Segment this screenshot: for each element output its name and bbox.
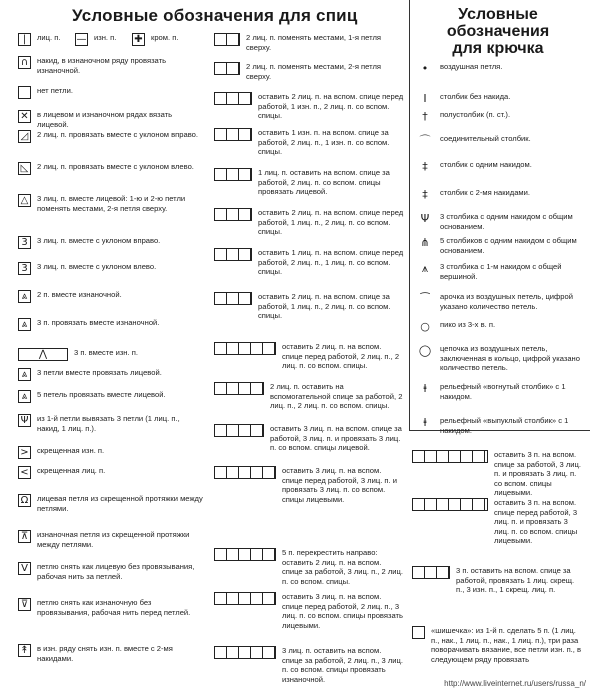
col2-row: [214, 208, 404, 237]
crochet-label: рельефный «выпуклый столбик» с 1 накидом.: [440, 416, 569, 435]
crochet-row: [416, 188, 584, 202]
col2-label: 5 п. перекрестить направо: оставить 2 лиц. п. на вспом. спице за работой, 3 лиц. п., 2 лиц. п. со вспом. спицы.: [282, 548, 403, 586]
col1-row: [18, 194, 203, 213]
col1-row: [18, 86, 203, 99]
crochet-row: [416, 292, 584, 311]
col2-label: 1 лиц. п. оставить на вспом. спице за работой, 2 лиц. п. со вспом. спицы провязать лицевой.: [258, 168, 390, 197]
col1-row: [18, 290, 203, 303]
cluster5-icon: ⋔: [420, 236, 430, 249]
cable-symbol-icon: [214, 646, 276, 659]
cable-stitch-bars: [215, 169, 251, 180]
col2-row: [214, 466, 404, 504]
col1-label: изнаночная петля из скрещенной протяжки между петлями.: [37, 530, 190, 549]
slip-join-icon: ⌒: [419, 134, 431, 147]
col1-label: 2 лиц. п. провязать вместе с уклоном влево.: [37, 162, 194, 171]
col2-label: 2 лиц. п. поменять местами, 1-я петля сверху.: [246, 33, 381, 52]
front-post-icon: ⱡ: [423, 416, 427, 429]
crochet-row: [416, 62, 584, 76]
cable-stitch-bars: [215, 129, 251, 140]
crochet-title-line3: для крючка: [452, 40, 544, 57]
col2-label: 3 лиц. п. оставить на вспом. спице за работой, 2 лиц. п., 3 лиц. п. со вспом. спицы провязать изнаночной.: [282, 646, 403, 684]
col1-label: скрещенная изн. п.: [37, 446, 105, 455]
crochet-label: столбик с 2-мя накидами.: [440, 188, 531, 197]
crochet-row: [416, 262, 584, 281]
symbol-glyph: ⩓: [21, 391, 28, 402]
col1-row: [18, 318, 203, 331]
dec3-icon: ⩚: [421, 262, 429, 275]
k2tog-right-icon: [18, 130, 31, 143]
symbol-glyph: △: [20, 195, 29, 206]
symbol-glyph: Ψ: [20, 415, 29, 426]
slip-purlwise-icon: [18, 598, 31, 611]
cable-symbol-icon: [214, 248, 252, 261]
symbol-glyph: Ω: [20, 495, 29, 506]
cable-symbol-icon: [214, 548, 276, 561]
col2-row: [214, 62, 404, 81]
col1-label: 3 петли вместе провязать лицевой.: [37, 368, 162, 377]
col3-row: [412, 566, 582, 595]
crochet-row: [416, 320, 584, 334]
cable-symbol-icon: [214, 33, 240, 46]
cable-symbol-icon: [214, 168, 252, 181]
col2-row: [214, 382, 404, 411]
cable-symbol-icon: [214, 128, 252, 141]
symbol-glyph: ⩓: [21, 291, 28, 302]
col1-row: [18, 530, 203, 549]
yarn-over-icon: [18, 56, 31, 69]
crochet-row: [416, 382, 584, 401]
col1-row: [18, 368, 203, 381]
p2tog-icon: [18, 290, 31, 303]
crochet-row: [416, 236, 584, 255]
col2-label: оставить 2 лиц. п. на вспом. спице за работой, 1 лиц. п., 2 лиц. п. со вспом. спицы.: [258, 292, 391, 321]
col3-row: [412, 450, 582, 498]
crochet-label: 3 столбика с 1-м накидом с общей вершиной.: [440, 262, 562, 281]
no-stitch-icon: [18, 86, 31, 99]
crochet-row: [416, 212, 584, 231]
col1-row: [18, 414, 203, 433]
crochet-label: 3 столбика с одним накидом с общим основанием.: [440, 212, 573, 231]
picot-icon: ○: [420, 320, 430, 333]
k3tog-arrow-icon: [18, 368, 31, 381]
legend-purl: изн. п.: [94, 33, 117, 42]
col1-label: лицевая петля из скрещенной протяжки между петлями.: [37, 494, 203, 513]
cable-stitch-bars: [413, 451, 487, 462]
cable-stitch-bars: [215, 209, 251, 220]
col1-label: петлю снять как изнаночную без провязывания, рабочая нить перед петлей.: [37, 598, 191, 617]
p3tog-wide-icon: [18, 348, 68, 361]
col1-row: [18, 110, 203, 129]
crochet-row: [416, 110, 584, 124]
cable-stitch-bars: [215, 549, 275, 560]
symbol-glyph: <: [20, 467, 29, 478]
cable-stitch-bars: [215, 647, 275, 658]
crochet-title-line2: обозначения: [446, 23, 550, 40]
symbol-glyph: ⩓: [21, 369, 28, 380]
tr-icon: ‡: [422, 188, 428, 201]
symbol-glyph: ⋀: [38, 349, 48, 360]
col1-row: [18, 56, 203, 75]
page-title-crochet: [418, 6, 578, 57]
twisted-purl-icon: [18, 446, 31, 459]
symbol-glyph: ⊽: [20, 599, 29, 610]
col2-row: [214, 424, 404, 453]
col2-label: оставить 3 лиц. п. на вспом. спице перед работой, 2 лиц. п., 3 лиц. п. со вспом. спицы провязать лицевыми.: [282, 592, 403, 630]
cable-symbol-icon: [412, 626, 425, 639]
cable-stitch-bars: [215, 63, 239, 74]
col2-row: [214, 33, 404, 52]
cable-stitch-bars: [215, 383, 263, 394]
symbol-glyph: ◺: [20, 163, 29, 174]
cable-symbol-icon: [412, 566, 450, 579]
cable-symbol-icon: [214, 62, 240, 75]
cable-symbol-icon: [214, 424, 264, 437]
col1-label: в изн. ряду снять изн. п. вместе с 2-мя накидами.: [37, 644, 173, 663]
slip-knitwise-icon: [18, 562, 31, 575]
col1-label: 3 п. провязать вместе изнаночной.: [37, 318, 160, 327]
cable-symbol-icon: [214, 466, 276, 479]
crochet-row: [416, 92, 584, 106]
col2-label: 2 лиц. п. поменять местами, 2-я петля сверху.: [246, 62, 381, 81]
cable-stitch-bars: [215, 293, 251, 304]
k3tog-right-icon: [18, 236, 31, 249]
crochet-label: цепочка из воздушных петель, заключенная в кольцо, цифрой указано количество петель.: [440, 344, 580, 373]
col2-label: оставить 3 лиц. п. на вспом. спице за работой, 3 лиц. п. и провязать 3 лиц. п. со вспом. спицы лицевой.: [270, 424, 402, 453]
cable-stitch-bars: [413, 567, 449, 578]
crochet-label: арочка из воздушных петель, цифрой указано количество петель.: [440, 292, 573, 311]
col1-row: [18, 466, 203, 479]
symbol-glyph: ◿: [20, 131, 29, 142]
cable-stitch-bars: [215, 467, 275, 478]
legend-row: [18, 33, 178, 46]
col2-row: [214, 646, 404, 684]
col1-label: 5 петель провязать вместе лицевой.: [37, 390, 166, 399]
col1-row: [18, 494, 203, 513]
col1-label: накид, в изнаночном ряду провязать изнаночной.: [37, 56, 167, 75]
crochet-label: 5 столбиков с одним накидом с общим основанием.: [440, 236, 577, 255]
legend-knit: лиц. п.: [37, 33, 61, 42]
col3-row: [412, 498, 582, 546]
slip-stitch-icon: I: [423, 92, 427, 105]
purl-stitch-icon: —: [76, 34, 87, 45]
col1-row: [18, 562, 203, 581]
col1-row: [18, 162, 203, 175]
col1-row: [18, 598, 203, 617]
col3-label: оставить 3 п. на вспом. спице перед работой, 3 лиц. п. и провязать 3 лиц. п. со вспом. спицы лицевыми.: [494, 498, 578, 546]
legend-edge: кром. п.: [151, 33, 179, 42]
col2-label: оставить 1 лиц. п. на вспом. спице перед работой, 2 лиц. п., 1 лиц. п. со вспом. спицы.: [258, 248, 404, 277]
knit-from-bar-icon: [18, 494, 31, 507]
col2-row: [214, 248, 404, 277]
cable-stitch-bars: [413, 499, 487, 510]
crochet-label: воздушная петля.: [440, 62, 503, 71]
cable-symbol-icon: [214, 92, 252, 105]
col2-row: [214, 292, 404, 321]
page-title-knit: Условные обозначения для спиц: [72, 6, 358, 25]
knit-both-rows-icon: [18, 110, 31, 123]
cable-stitch-bars: [215, 249, 251, 260]
crochet-label: столбик без накида.: [440, 92, 511, 101]
knit-3-from-1-icon: [18, 414, 31, 427]
crochet-label: рельефный «вогнутый столбик» с 1 накидом.: [440, 382, 566, 401]
col2-row: [214, 168, 404, 197]
cable-stitch-bars: [215, 593, 275, 604]
cable-stitch-bars: [215, 343, 275, 354]
purl-drop-yo-icon: [18, 644, 31, 657]
col1-row: [18, 446, 203, 459]
crochet-label: соединительный столбик.: [440, 134, 531, 143]
cable-stitch-bars: [413, 627, 424, 638]
col2-row: [214, 128, 404, 157]
symbol-glyph: 3: [21, 237, 28, 248]
crochet-row: [416, 134, 584, 148]
dc-icon: ‡: [422, 160, 428, 173]
col2-row: [214, 342, 404, 371]
col2-row: [214, 592, 404, 630]
col2-label: оставить 1 изн. п. на вспом. спице за работой, 2 лиц. п., 1 изн. п. со вспом. спицы.: [258, 128, 390, 157]
cable-symbol-icon: [214, 342, 276, 355]
k5tog-icon: [18, 390, 31, 403]
back-post-icon: ⱡ: [423, 382, 427, 395]
crochet-label: полустолбик (п. ст.).: [440, 110, 511, 119]
col1-label: 3 лиц. п. вместе лицевой: 1-ю и 2-ю петли поменять местами, 2-я петля сверху.: [37, 194, 186, 213]
half-dc-icon: †: [422, 110, 428, 123]
symbol-glyph: ⩓: [21, 319, 28, 330]
col2-row: [214, 92, 404, 121]
col1-label: 3 п. вместе изн. п.: [74, 348, 138, 357]
purl-from-bar-icon: [18, 530, 31, 543]
cable-symbol-icon: [214, 292, 252, 305]
divider-vertical: [409, 0, 410, 430]
watermark: http://www.liveinternet.ru/users/russa_n/: [444, 679, 586, 688]
crochet-label: пико из 3-х в. п.: [440, 320, 496, 329]
twisted-knit-icon: [18, 466, 31, 479]
k3tog-left-icon: [18, 262, 31, 275]
col1-label: 2 п. вместе изнаночной.: [37, 290, 122, 299]
k3tog-crossed-icon: [18, 194, 31, 207]
col1-row: [18, 130, 203, 143]
col1-row: [18, 262, 203, 275]
col1-label: из 1-й петли вывязать 3 петли (1 лиц. п., накид, 1 лиц. п.).: [37, 414, 180, 433]
col1-label: 3 лиц. п. вместе с уклоном вправо.: [37, 236, 161, 245]
crochet-row: [416, 416, 584, 435]
cable-stitch-bars: [215, 34, 239, 45]
col3-row: [412, 626, 582, 664]
cable-stitch-bars: [215, 93, 251, 104]
symbol-glyph: ↟: [20, 645, 29, 656]
col1-label: 3 лиц. п. вместе с уклоном влево.: [37, 262, 157, 271]
col3-label: 3 п. оставить на вспом. спице за работой, провязать 1 лиц. скрещ. п., 3 изн. п., 1 скрещ. лиц. п.: [456, 566, 575, 595]
chain-arch-icon: ⁀: [420, 292, 430, 305]
chain-icon: •: [421, 62, 429, 75]
col1-label: скрещенная лиц. п.: [37, 466, 106, 475]
knit-stitch-icon: |: [18, 33, 31, 46]
col1-row: [18, 644, 203, 663]
symbol-glyph: [19, 87, 30, 98]
crochet-title-line1: Условные: [458, 6, 538, 23]
cable-symbol-icon: [214, 208, 252, 221]
p3tog-icon: [18, 318, 31, 331]
cable-symbol-icon: [412, 498, 488, 511]
crochet-row: [416, 344, 584, 373]
cable-symbol-icon: [214, 592, 276, 605]
symbol-glyph: ∩: [20, 57, 29, 68]
crochet-row: [416, 160, 584, 174]
col2-row: [214, 548, 404, 586]
col2-label: оставить 2 лиц. п. на вспом. спице перед работой, 1 изн. п., 2 лиц. п. со вспом. спицы.: [258, 92, 404, 121]
col1-row: [18, 390, 203, 403]
col2-label: оставить 3 лиц. п. на вспом. спице перед работой, 3 лиц. п. и провязать 3 лиц. п. со вспом. спицы лицевыми.: [282, 466, 397, 504]
edge-stitch-icon: ✚: [132, 33, 145, 46]
col1-label: 2 лиц. п. провязать вместе с уклоном вправо.: [37, 130, 198, 139]
col1-label: нет петли.: [37, 86, 73, 95]
col1-row: [18, 348, 188, 361]
col1-label: в лицевом и изнаночном рядах вязать лицевой.: [37, 110, 173, 129]
col1-label: петлю снять как лицевую без провязывания, рабочая нить за петлей.: [37, 562, 195, 581]
col2-label: оставить 2 лиц. п. на вспом. спице перед работой, 1 лиц. п., 2 лиц. п. со вспом. спицы.: [258, 208, 404, 237]
cluster3-icon: Ψ: [420, 212, 430, 225]
k2tog-left-icon: [18, 162, 31, 175]
chain-ring-icon: ◯: [418, 344, 432, 357]
symbol-glyph: 3: [21, 263, 28, 274]
symbol-glyph: ⊼: [20, 531, 29, 542]
cable-symbol-icon: [214, 382, 264, 395]
col2-label: 2 лиц. п. оставить на вспомогательной спице за работой, 2 лиц. п., 2 лиц. п. со вспом. спицы.: [270, 382, 403, 411]
col1-row: [18, 236, 203, 249]
col3-label: оставить 3 п. на вспом. спице за работой, 3 лиц. п. и провязать 3 лиц. п. со вспом. спицы лицевыми.: [494, 450, 581, 498]
symbol-glyph: >: [20, 447, 29, 458]
symbol-glyph: ✕: [20, 111, 29, 122]
crochet-label: столбик с одним накидом.: [440, 160, 532, 169]
col3-label: «шишечка»: из 1-й п. сделать 5 п. (1 лиц. п., нак., 1 лиц. п., нак., 1 лиц. п.), три раза поворачивать вязание, все петли изн. п., в следующем ряду провязать: [431, 626, 582, 664]
col2-label: оставить 2 лиц. п. на вспом. спице перед работой, 2 лиц. п., 2 лиц. п. со вспом. спицы.: [282, 342, 400, 371]
cable-stitch-bars: [215, 425, 263, 436]
cable-symbol-icon: [412, 450, 488, 463]
symbol-glyph: V: [21, 563, 28, 574]
